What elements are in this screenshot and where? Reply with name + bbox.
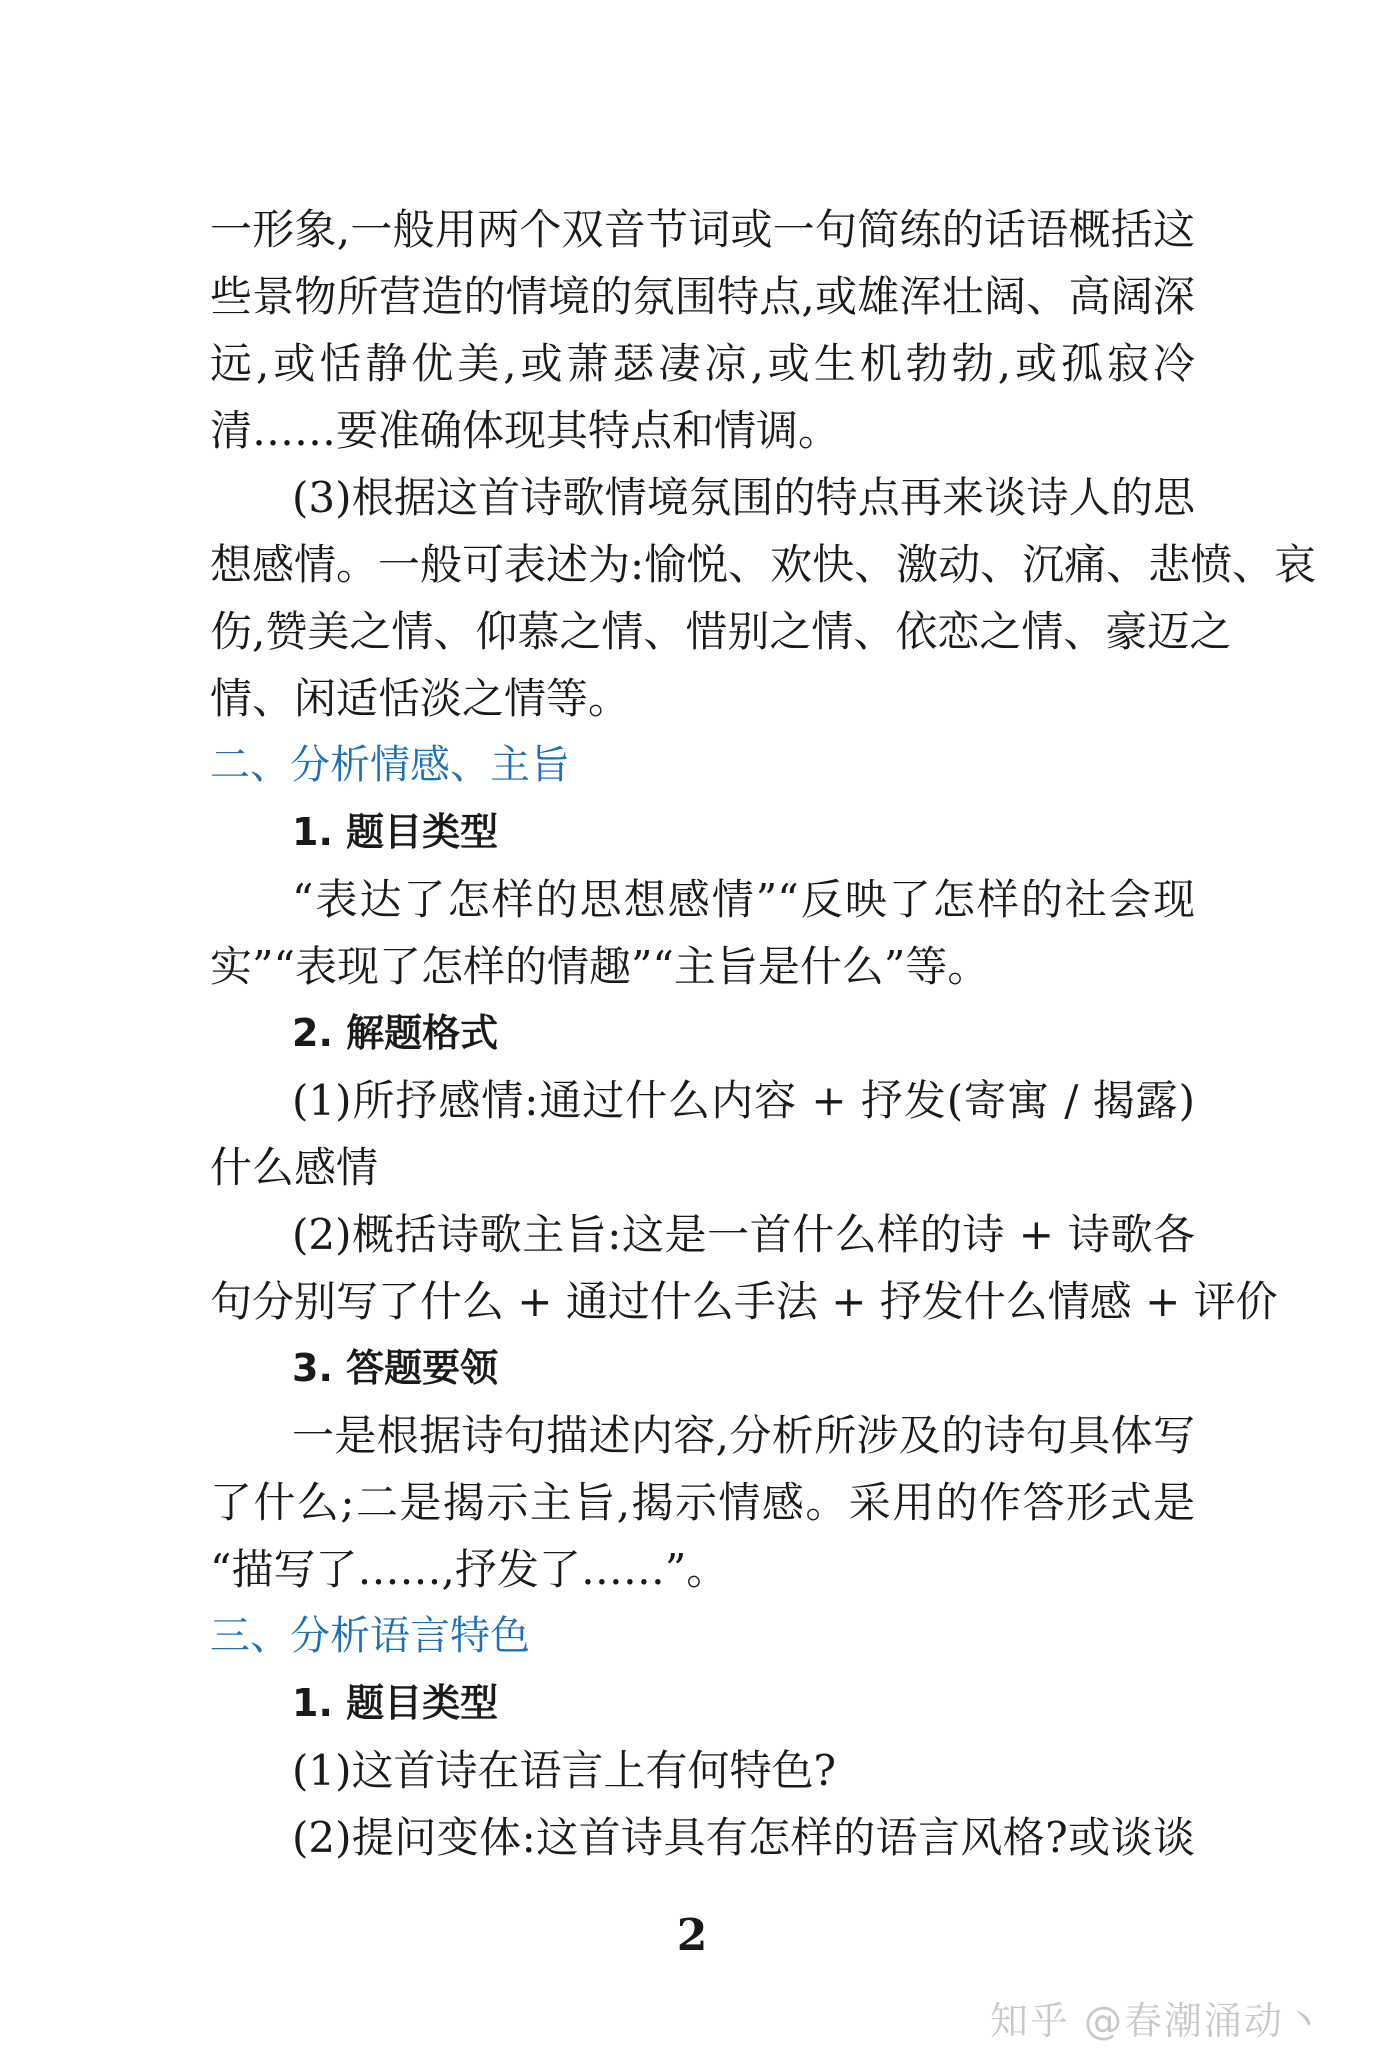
text-line: 一形象,一般用两个双音节词或一句简练的话语概括这	[210, 205, 1195, 254]
subsection-heading: 1. 题目类型	[292, 810, 499, 854]
text-line: (2)概括诗歌主旨:这是一首什么样的诗 + 诗歌各	[292, 1210, 1195, 1259]
page-number: 2	[676, 1910, 708, 1961]
text-line: 远,或恬静优美,或萧瑟凄凉,或生机勃勃,或孤寂冷	[210, 339, 1195, 388]
text-line: (1)这首诗在语言上有何特色?	[292, 1746, 837, 1795]
page-body	[210, 196, 1317, 1871]
text-line: “描写了……,抒发了……”。	[210, 1545, 729, 1594]
section-heading: 二、分析情感、主旨	[210, 742, 570, 788]
text-line: 句分别写了什么 + 通过什么手法 + 抒发什么情感 + 评价	[210, 1277, 1278, 1326]
text-line: “表达了怎样的思想感情”“反映了怎样的社会现	[292, 875, 1195, 924]
text-line: 想感情。一般可表述为:愉悦、欢快、激动、沉痛、悲愤、哀	[210, 540, 1317, 589]
subsection-heading: 3. 答题要领	[292, 1346, 499, 1390]
text-line: 实”“表现了怎样的情趣”“主旨是什么”等。	[210, 942, 990, 991]
subsection-heading: 1. 题目类型	[292, 1681, 499, 1725]
text-line: 伤,赞美之情、仰慕之情、惜别之情、依恋之情、豪迈之	[210, 607, 1232, 656]
text-line: 什么感情	[210, 1143, 379, 1192]
text-line: 清……要准确体现其特点和情调。	[210, 406, 841, 455]
watermark-text: 知乎 @春潮涌动丶	[989, 1999, 1324, 2043]
text-line: (2)提问变体:这首诗具有怎样的语言风格?或谈谈	[292, 1813, 1195, 1862]
text-line: 情、闲适恬淡之情等。	[210, 674, 631, 723]
text-line: 一是根据诗句描述内容,分析所涉及的诗句具体写	[292, 1411, 1195, 1460]
section-heading: 三、分析语言特色	[210, 1613, 530, 1659]
subsection-heading: 2. 解题格式	[292, 1011, 499, 1055]
text-line: 了什么;二是揭示主旨,揭示情感。采用的作答形式是	[210, 1478, 1195, 1527]
text-line: (3)根据这首诗歌情境氛围的特点再来谈诗人的思	[292, 473, 1195, 522]
text-line: 些景物所营造的情境的氛围特点,或雄浑壮阔、高阔深	[210, 272, 1195, 321]
text-line: (1)所抒感情:通过什么内容 + 抒发(寄寓 / 揭露)	[292, 1076, 1195, 1125]
